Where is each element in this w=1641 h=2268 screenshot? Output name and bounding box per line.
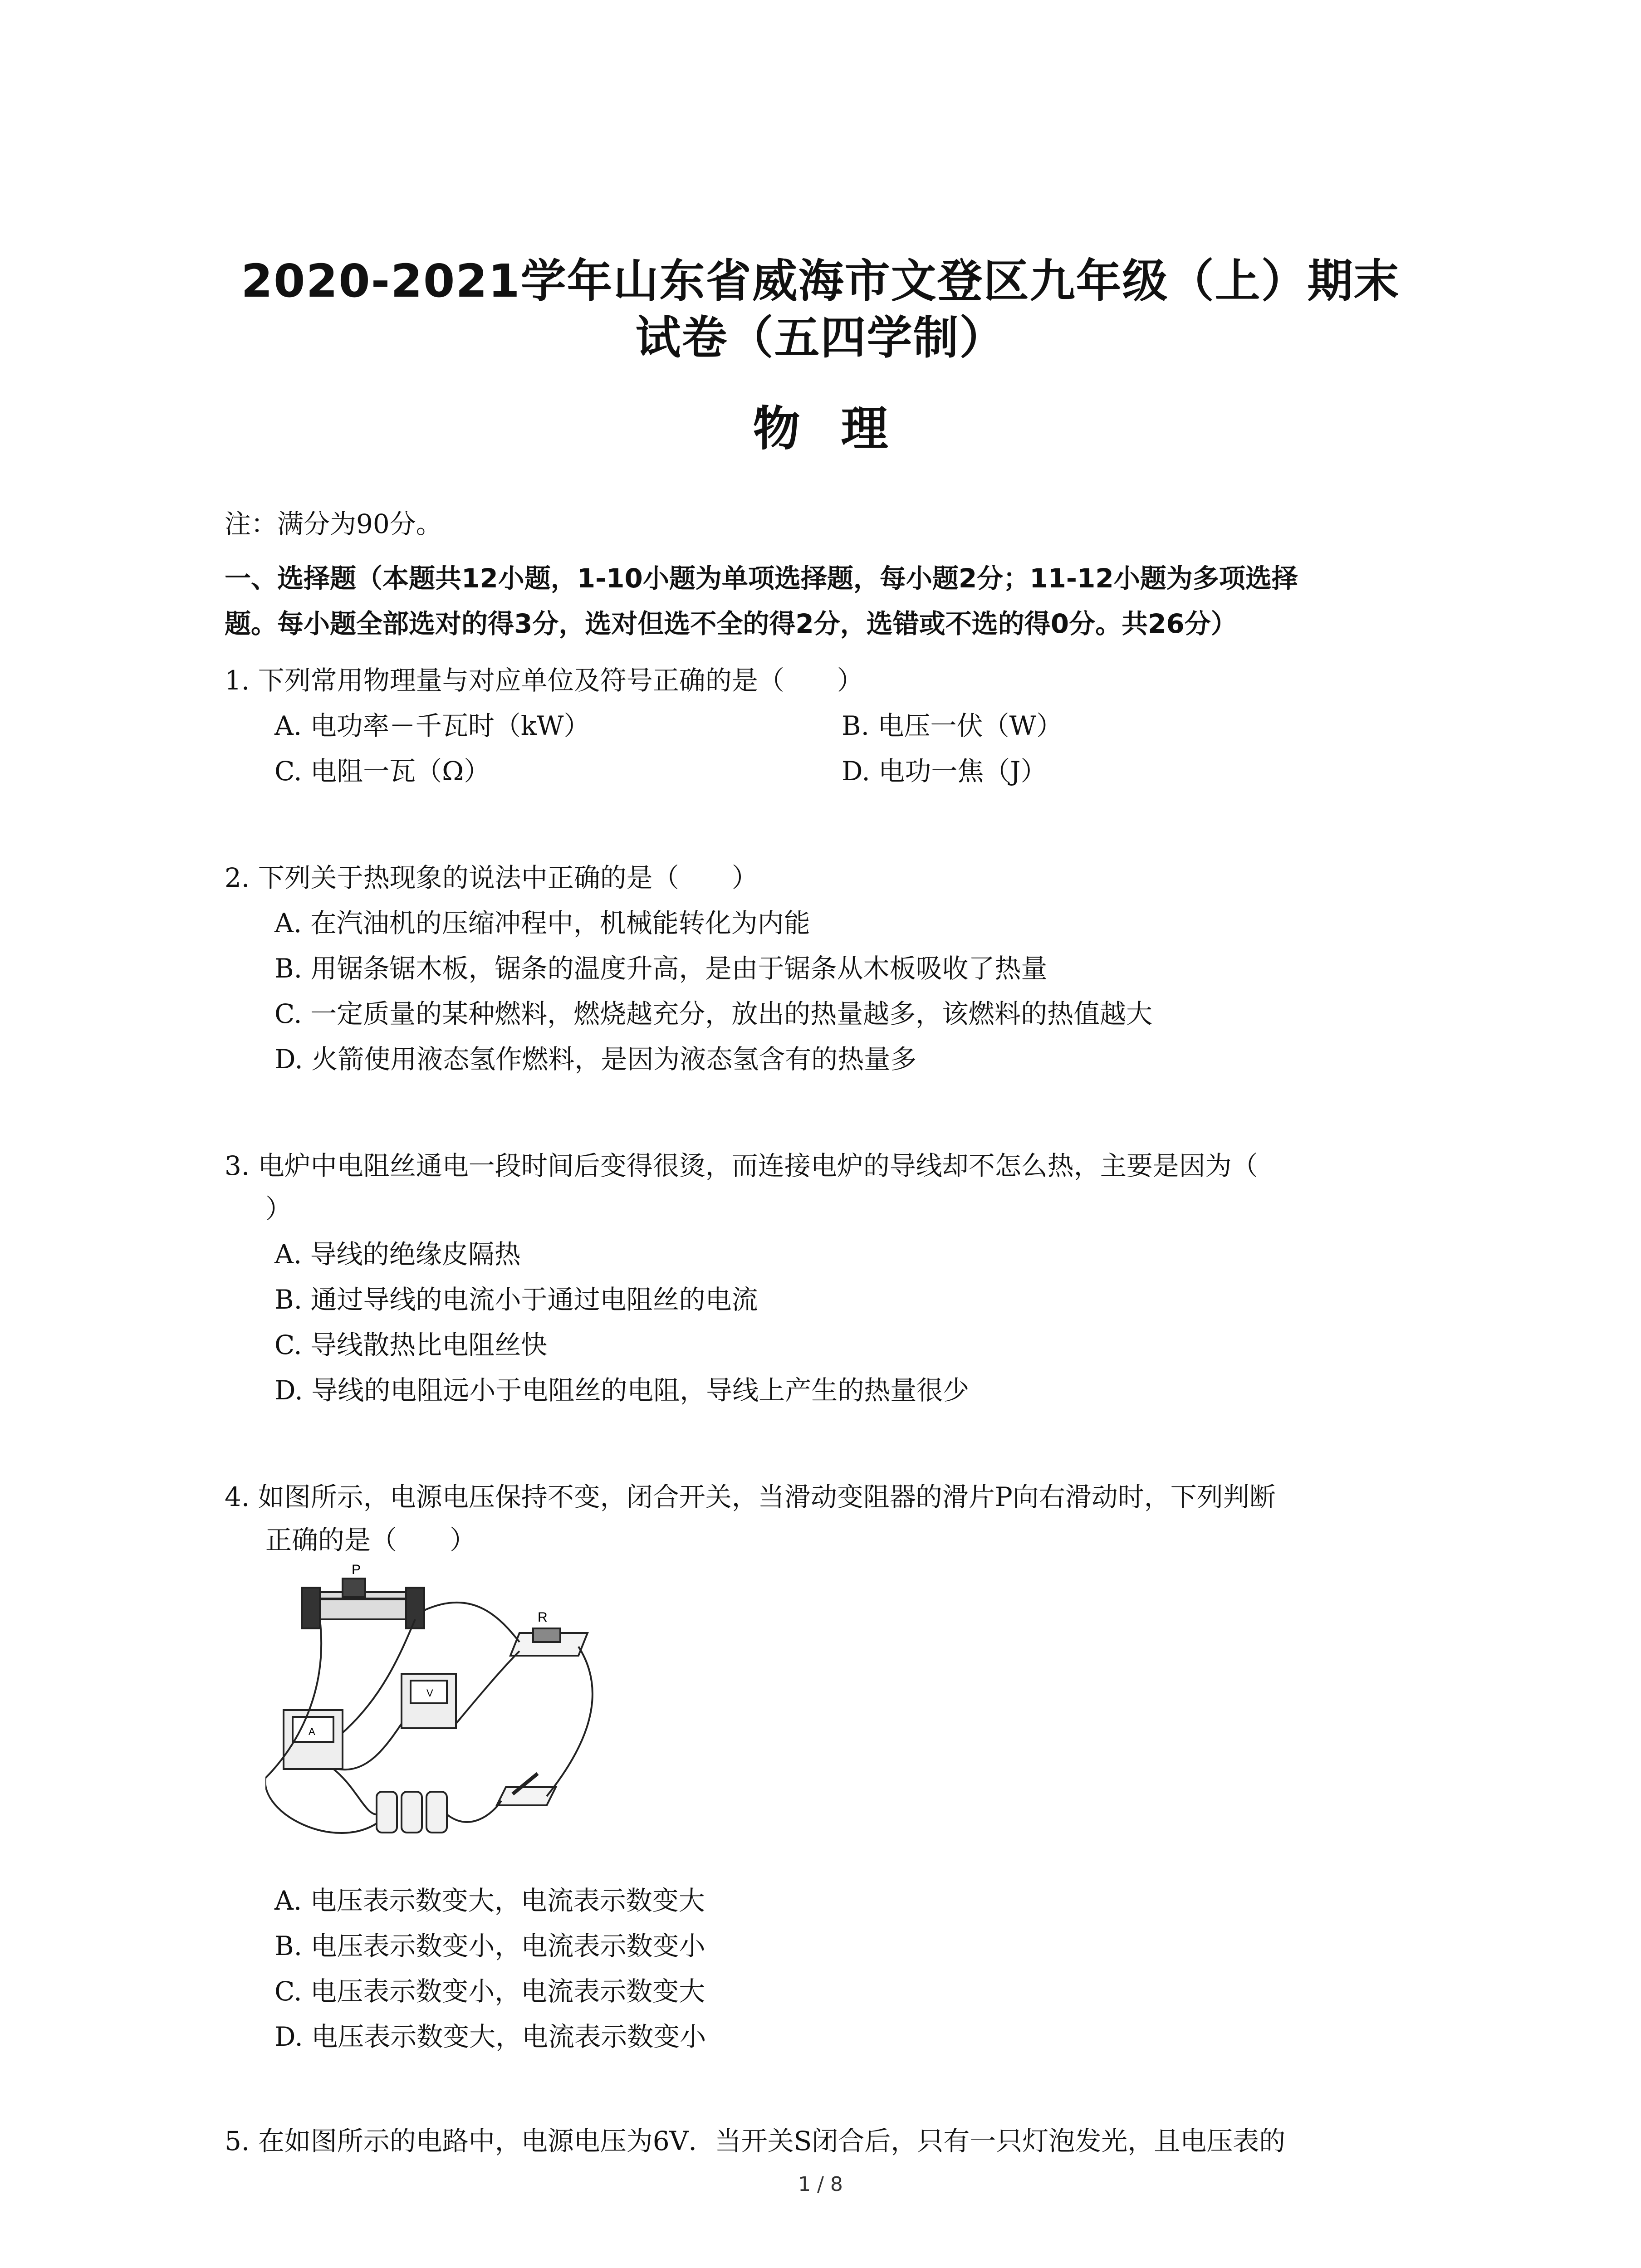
score-note: 注：满分为90分。: [225, 508, 442, 539]
subject-heading: 物理: [753, 401, 929, 456]
q1-option-c: C. 电阻一瓦（Ω）: [274, 756, 490, 787]
q4-option-a: A. 电压表示数变大，电流表示数变大: [274, 1885, 705, 1916]
q3-option-b: B. 通过导线的电流小于通过电阻丝的电流: [274, 1284, 758, 1315]
page-number: 1 / 8: [798, 2173, 843, 2196]
q2-option-d: D. 火箭使用液态氢作燃料，是因为液态氢含有的热量多: [274, 1044, 917, 1075]
q2-option-c: C. 一定质量的某种燃料，燃烧越充分，放出的热量越多，该燃料的热值越大: [274, 998, 1153, 1029]
figure-label-p: P: [352, 1562, 361, 1577]
figure-label-a: A: [309, 1726, 315, 1737]
section-heading-line1: 一、选择题（本题共12小题，1-10小题为单项选择题，每小题2分；11-12小题为多项选择: [225, 563, 1298, 594]
circuit-figure: [265, 1560, 619, 1851]
section-heading-line2: 题。每小题全部选对的得3分，选对但选不全的得2分，选错或不选的得0分。共26分）: [225, 608, 1237, 639]
q1-option-a: A. 电功率－千瓦时（kW）: [274, 710, 590, 741]
q4-option-c: C. 电压表示数变小，电流表示数变大: [274, 1976, 705, 2007]
q2-option-b: B. 用锯条锯木板，锯条的温度升高，是由于锯条从木板吸收了热量: [274, 953, 1048, 984]
q4-option-b: B. 电压表示数变小，电流表示数变小: [274, 1931, 705, 1961]
q3-option-c: C. 导线散热比电阻丝快: [274, 1330, 548, 1360]
figure-label-v: V: [426, 1687, 433, 1699]
q5-stem-line1: 5. 在如图所示的电路中，电源电压为6V．当开关S闭合后，只有一只灯泡发光，且电压表的: [225, 2126, 1286, 2156]
q3-option-d: D. 导线的电阻远小于电阻丝的电阻，导线上产生的热量很少: [274, 1375, 970, 1406]
rheostat-slider: [343, 1579, 365, 1597]
q4-stem-line2: 正确的是（ ）: [265, 1525, 476, 1555]
q3-stem-line2: ）: [265, 1193, 292, 1224]
q3-option-a: A. 导线的绝缘皮隔热: [274, 1239, 521, 1270]
q1-option-b: B. 电压一伏（W）: [842, 710, 1063, 741]
exam-title-line2: 试卷（五四学制）: [635, 311, 1006, 364]
q1-option-d: D. 电功一焦（J）: [842, 756, 1047, 787]
q4-stem-line1: 4. 如图所示，电源电压保持不变，闭合开关，当滑动变阻器的滑片P向右滑动时，下列判断: [225, 1481, 1276, 1512]
q2-stem: 2. 下列关于热现象的说法中正确的是（ ）: [225, 862, 758, 893]
q1-stem: 1. 下列常用物理量与对应单位及符号正确的是（ ）: [225, 665, 863, 696]
q3-stem-line1: 3. 电炉中电阻丝通电一段时间后变得很烫，而连接电炉的导线却不怎么热，主要是因为（: [225, 1150, 1258, 1181]
figure-label-r: R: [538, 1610, 548, 1625]
q4-option-d: D. 电压表示数变大，电流表示数变小: [274, 2021, 706, 2052]
exam-title-line1: 2020-2021学年山东省威海市文登区九年级（上）期末: [241, 254, 1400, 308]
q2-option-a: A. 在汽油机的压缩冲程中，机械能转化为内能: [274, 908, 810, 938]
